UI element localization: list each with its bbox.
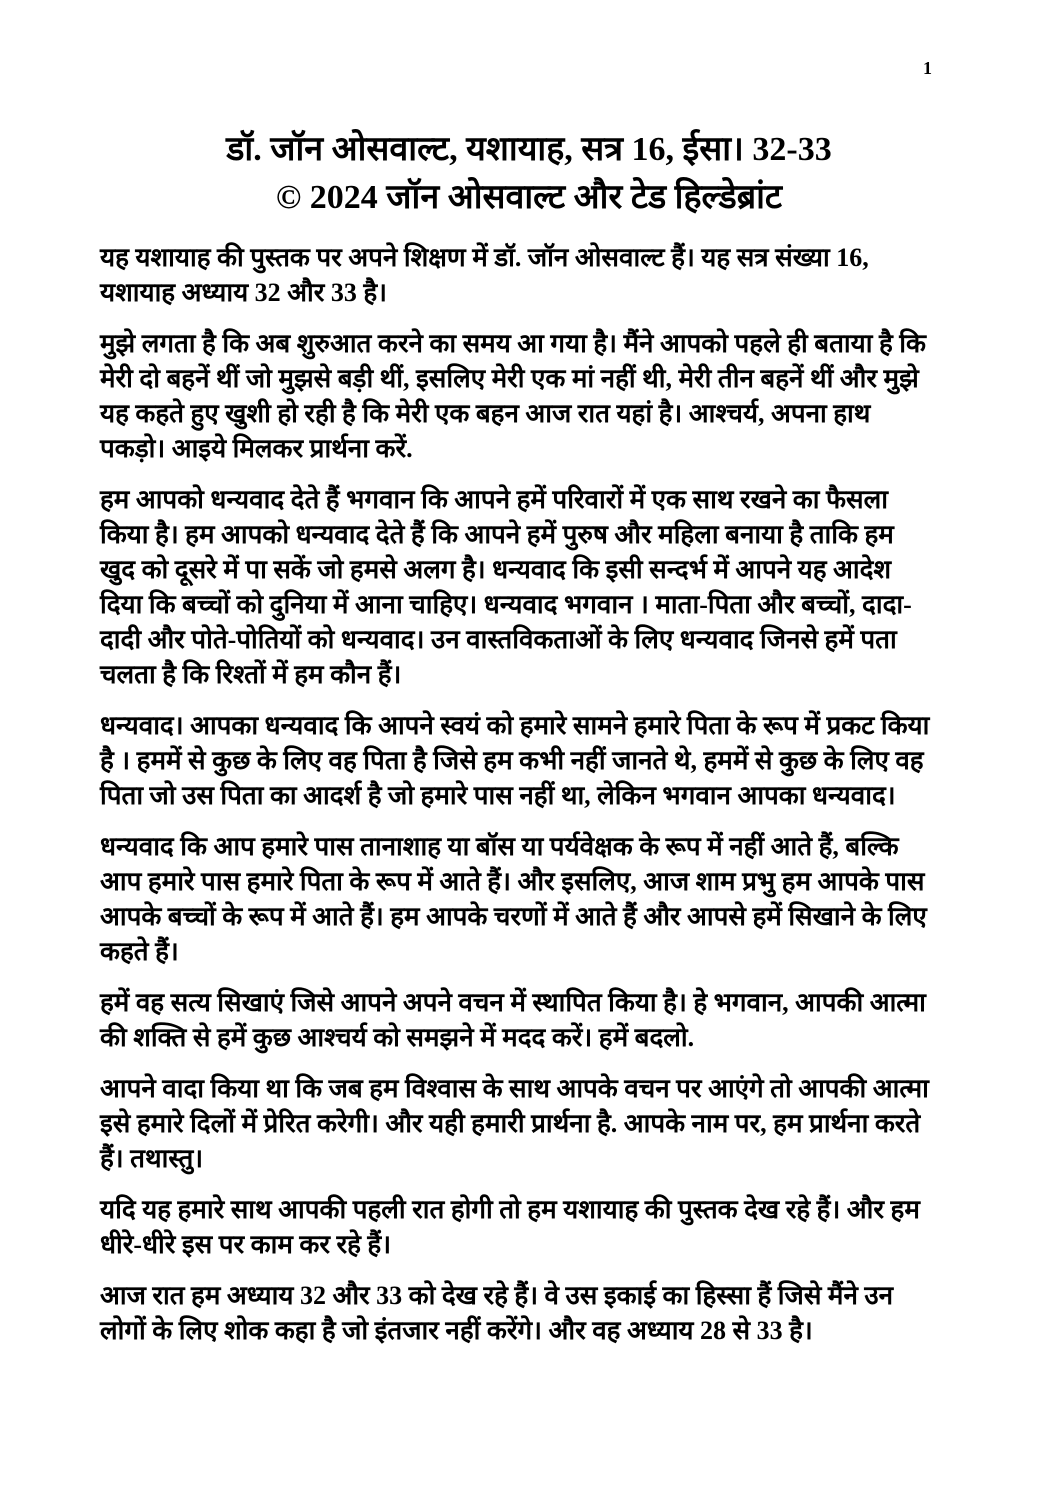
document-header	[64, 126, 994, 222]
document-body	[100, 240, 933, 1364]
paragraph-prayer-father: धन्यवाद। आपका धन्यवाद कि आपने स्वयं को हमारे सामने हमारे पिता के रूप में प्रकट किया है । हममें से कुछ के लिए वह पिता है जिसे हम कभी नहीं जानते थे, हममें से कुछ के लिए वह पिता जो उस पिता का आदर्श है जो हमारे पास नहीं था, लेकिन भगवान आपका धन्यवाद।	[100, 711, 930, 810]
paragraph-prayer-not-dictator: धन्यवाद कि आप हमारे पास तानाशाह या बॉस या पर्यवेक्षक के रूप में नहीं आते हैं, बल्कि आप हमारे पास हमारे पिता के रूप में आते हैं। और इसलिए, आज शाम प्रभु हम आपके पास आपके बच्चों के रूप में आते हैं। हम आपके चरणों में आते हैं और आपसे हमें सिखाने के लिए कहते हैं।	[100, 832, 927, 966]
paragraph-chapters-overview: आज रात हम अध्याय 32 और 33 को देख रहे हैं। वे उस इकाई का हिस्सा हैं जिसे मैंने उन लोगों के लिए शोक कहा है जो इंतजार नहीं करेंगे। और वह अध्याय 28 से 33 है।	[100, 1281, 894, 1345]
copyright-line: © 2024 जॉन ओसवाल्ट और टेड हिल्डेब्रांट	[275, 179, 783, 216]
page-number: 1	[923, 58, 932, 78]
paragraph-first-night: यदि यह हमारे साथ आपकी पहली रात होगी तो हम यशायाह की पुस्तक देख रहे हैं। और हम धीरे-धीरे इस पर काम कर रहे हैं।	[100, 1195, 920, 1259]
paragraph-prayer-promise: आपने वादा किया था कि जब हम विश्वास के साथ आपके वचन पर आएंगे तो आपकी आत्मा इसे हमारे दिलों में प्रेरित करेगी। और यही हमारी प्रार्थना है. आपके नाम पर, हम प्रार्थना करते हैं। तथास्तु।	[100, 1074, 929, 1173]
paragraph-prayer-teach-truth: हमें वह सत्य सिखाएं जिसे आपने अपने वचन में स्थापित किया है। हे भगवान, आपकी आत्मा की शक्ति से हमें कुछ आश्चर्य को समझने में मदद करें। हमें बदलो.	[100, 988, 926, 1052]
paragraph-opening-remarks: मुझे लगता है कि अब शुरुआत करने का समय आ गया है। मैंने आपको पहले ही बताया है कि मेरी दो बहनें थीं जो मुझसे बड़ी थीं, इसलिए मेरी एक मां नहीं थी, मेरी तीन बहनें थीं और मुझे यह कहते हुए खुशी हो रही है कि मेरी एक बहन आज रात यहां है। आश्चर्य, अपना हाथ पकड़ो। आइये मिलकर प्रार्थना करें.	[100, 329, 926, 463]
paragraph-prayer-families: हम आपको धन्यवाद देते हैं भगवान कि आपने हमें परिवारों में एक साथ रखने का फैसला किया है। हम आपको धन्यवाद देते हैं कि आपने हमें पुरुष और महिला बनाया है ताकि हम खुद को दूसरे में पा सकें जो हमसे अलग है। धन्यवाद कि इसी सन्दर्भ में आपने यह आदेश दिया कि बच्चों को दुनिया में आना चाहिए। धन्यवाद भगवान । माता-पिता और बच्चों, दादा-दादी और पोते-पोतियों को धन्यवाद। उन वास्तविकताओं के लिए धन्यवाद जिनसे हमें पता चलता है कि रिश्तों में हम कौन हैं।	[100, 485, 912, 689]
document-title: डॉ. जॉन ओसवाल्ट, यशायाह, सत्र 16, ईसा। 32-33	[226, 131, 832, 168]
paragraph-intro: यह यशायाह की पुस्तक पर अपने शिक्षण में डॉ. जॉन ओसवाल्ट हैं। यह सत्र संख्या 16, यशायाह अध्याय 32 और 33 है।	[100, 243, 869, 307]
